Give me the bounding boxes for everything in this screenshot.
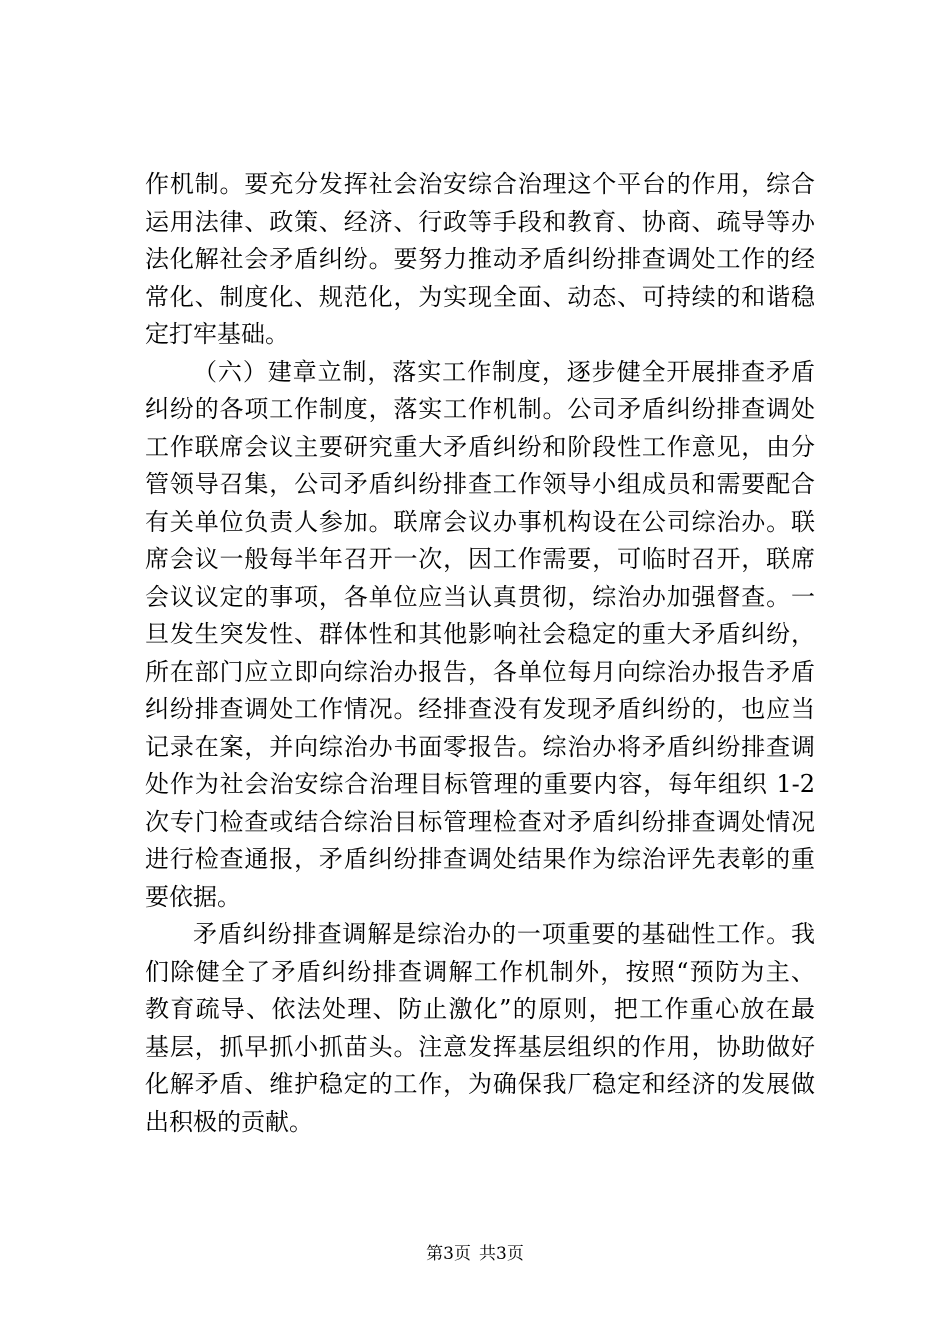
paragraph-2-line-7: 会议议定的事项，各单位应当认真贯彻，综治办加强督查。一 xyxy=(145,582,815,611)
paragraph-2-line-14: 进行检查通报，矛盾纠纷排查调处结果作为综治评先表彰的重 xyxy=(145,845,815,873)
paragraph-2-line-15: 要依据。 xyxy=(145,882,241,911)
paragraph-3-line-1: 矛盾纠纷排查调解是综治办的一项重要的基础性工作。我 xyxy=(193,920,815,948)
paragraph-1-line-3: 法化解社会矛盾纠纷。要努力推动矛盾纠纷排查调处工作的经 xyxy=(145,245,815,273)
paragraph-1-line-2: 运用法律、政策、经济、行政等手段和教育、协商、疏导等办 xyxy=(145,207,815,236)
page-number: 第3页 xyxy=(426,1244,471,1264)
paragraph-1-line-1: 作机制。要充分发挥社会治安综合治理这个平台的作用，综合 xyxy=(145,170,815,198)
paragraph-3-line-5: 化解矛盾、维护稳定的工作，为确保我厂稳定和经济的发展做 xyxy=(145,1070,815,1098)
paragraph-2-line-4: 管领导召集，公司矛盾纠纷排查工作领导小组成员和需要配合 xyxy=(145,470,815,498)
paragraph-2-line-3: 工作联席会议主要研究重大矛盾纠纷和阶段性工作意见，由分 xyxy=(145,432,815,461)
paragraph-2-line-13: 次专门检查或结合综治目标管理检查对矛盾纠纷排查调处情况 xyxy=(145,807,815,836)
paragraph-2-line-10: 纠纷排查调处工作情况。经排查没有发现矛盾纠纷的，也应当 xyxy=(145,695,815,723)
paragraph-1-line-5: 定打牢基础。 xyxy=(145,320,289,348)
page-footer xyxy=(0,1242,950,1266)
paragraph-3-line-2: 们除健全了矛盾纠纷排查调解工作机制外，按照“预防为主、 xyxy=(145,957,815,986)
paragraph-2-line-2: 纠纷的各项工作制度，落实工作机制。公司矛盾纠纷排查调处 xyxy=(145,395,815,423)
paragraph-2-line-1: （六）建章立制，落实工作制度，逐步健全开展排查矛盾 xyxy=(193,357,815,386)
page-total: 共3页 xyxy=(479,1244,524,1264)
paragraph-2-line-8: 旦发生突发性、群体性和其他影响社会稳定的重大矛盾纠纷， xyxy=(145,620,815,648)
paragraph-3-line-4: 基层，抓早抓小抓苗头。注意发挥基层组织的作用，协助做好 xyxy=(145,1032,815,1061)
paragraph-2-line-5: 有关单位负责人参加。联席会议办事机构设在公司综治办。联 xyxy=(145,507,815,536)
paragraph-2-line-9: 所在部门应立即向综治办报告，各单位每月向综治办报告矛盾 xyxy=(145,657,815,686)
paragraph-1-line-4: 常化、制度化、规范化，为实现全面、动态、可持续的和谐稳 xyxy=(145,282,815,311)
paragraph-2-line-12: 处作为社会治安综合治理目标管理的重要内容，每年组织 1-2 xyxy=(145,770,815,798)
paragraph-2-line-11: 记录在案，并向综治办书面零报告。综治办将矛盾纠纷排查调 xyxy=(145,732,815,761)
paragraph-2-line-6: 席会议一般每半年召开一次，因工作需要，可临时召开，联席 xyxy=(145,545,815,573)
paragraph-3-line-6: 出积极的贡献。 xyxy=(145,1107,313,1136)
paragraph-3-line-3: 教育疏导、依法处理、防止激化”的原则，把工作重心放在最 xyxy=(145,995,815,1023)
document-body xyxy=(145,166,815,1141)
